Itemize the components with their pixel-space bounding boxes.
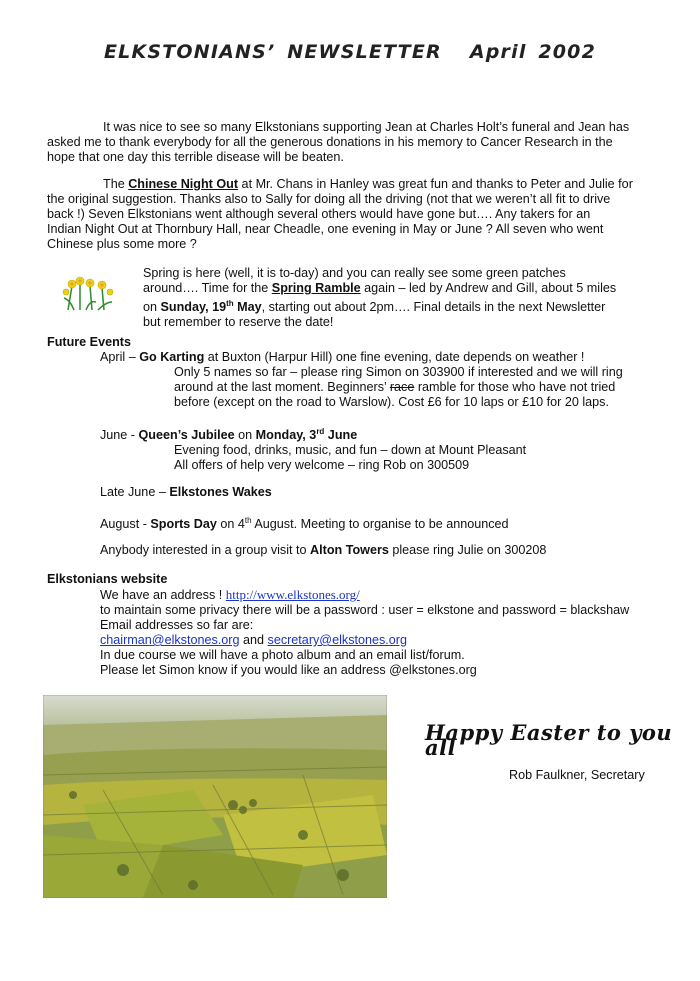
text: please ring Julie on 300208 (388, 543, 547, 557)
text: rd (316, 427, 325, 436)
title-date: April 2002 (469, 41, 597, 63)
text: to maintain some privacy there will be a password : user = elkstone and password = blackshaw (100, 603, 630, 617)
text: on (143, 300, 161, 315)
spring-ramble-heading: Spring Ramble (271, 281, 361, 295)
text: Indian Night Out at Thornbury Hall, near Cheadle, one evening in May or June ? All seven who went (47, 222, 604, 236)
struck-word: race (389, 380, 415, 394)
text: but remember to reserve the date! (143, 315, 334, 330)
website-section (100, 587, 680, 678)
text: around at the last moment. Beginners’ (174, 380, 390, 394)
jubilee-title: Queen’s Jubilee (138, 428, 235, 443)
text: Please let Simon know if you would like an address @elkstones.org (100, 663, 477, 677)
secretary-email-link[interactable]: secretary@elkstones.org (267, 633, 407, 647)
website-heading: Elkstonians website (47, 572, 168, 586)
event-karting (100, 350, 660, 410)
text: , starting out about 2pm…. Final details in the next Newsletter (261, 300, 606, 315)
signature: Rob Faulkner, Secretary (509, 768, 645, 782)
sports-day-title: Sports Day (150, 517, 217, 532)
intro-line: asked me to thank everybody for all the generous donations in his memory to Cancer Research in the (47, 135, 613, 149)
title-text: ELKSTONIANS’ NEWSLETTER (103, 41, 442, 63)
event-jubilee (100, 424, 660, 473)
text: ramble for those who have not tried (414, 380, 616, 394)
landscape-photo (43, 695, 387, 898)
text: and (239, 633, 268, 647)
newsletter-title (0, 41, 700, 63)
text: Only 5 names so far – please ring Simon on 303900 if interested and we will ring (174, 365, 623, 379)
future-events-heading: Future Events (47, 335, 131, 349)
text: August. Meeting to organise to be announced (251, 517, 509, 532)
jubilee-month: June (324, 428, 358, 443)
event-wakes (100, 485, 272, 500)
text: again – led by Andrew and Gill, about 5 miles (360, 281, 617, 295)
chinese-night-out-heading: Chinese Night Out (128, 177, 239, 191)
text: The (103, 177, 129, 191)
text: Email addresses so far are: (100, 618, 254, 632)
jubilee-date: Monday, 3 (255, 428, 317, 443)
intro-line: hope that one day this terrible disease will be beaten. (47, 150, 344, 164)
text: August - (100, 517, 151, 532)
text: on 4 (216, 517, 245, 532)
intro-paragraph (47, 120, 642, 165)
intro-line: It was nice to see so many Elkstonians supporting Jean at Charles Holt’s funeral and Jean has (103, 120, 630, 134)
text: April – (100, 350, 140, 364)
chinese-night-paragraph (47, 177, 642, 252)
text: All offers of help very welcome – ring Rob on 300509 (174, 458, 470, 473)
ramble-date: Sunday, 19 (160, 300, 227, 315)
event-sports-day (100, 513, 509, 532)
text: th (244, 516, 252, 525)
text: at Mr. Chans in Hanley was great fun and thanks to Peter and Julie for (238, 177, 633, 191)
chairman-email-link[interactable]: chairman@elkstones.org (100, 633, 240, 647)
text: We have an address ! (100, 588, 226, 602)
karting-title: Go Karting (139, 350, 205, 364)
text: In due course we will have a photo album and an email list/forum. (100, 648, 465, 662)
text: Chinese plus some more ? (47, 237, 197, 251)
text: at Buxton (Harpur Hill) one fine evening, date depends on weather ! (204, 350, 585, 364)
text: Spring is here (well, it is to-day) and you can really see some green patches (143, 266, 566, 280)
ramble-month: May (233, 300, 262, 315)
easter-greeting: Happy Easter to you all (425, 720, 673, 760)
text: around…. Time for the (143, 281, 272, 295)
alton-towers-title: Alton Towers (310, 543, 389, 557)
text: th (226, 299, 234, 308)
text: on (234, 428, 256, 443)
text: Evening food, drinks, music, and fun – down at Mount Pleasant (174, 443, 527, 458)
event-alton-towers (100, 543, 546, 558)
wakes-title: Elkstones Wakes (169, 485, 272, 499)
text: June - (100, 428, 139, 443)
text: Late June – (100, 485, 170, 499)
text: before (except on the road to Warslow). Cost £6 for 10 laps or £10 for 20 laps. (174, 395, 609, 409)
daffodil-icon (60, 272, 116, 312)
text: back !) Seven Elkstonians went although several others would have gone but…. Any takers for an (47, 207, 591, 221)
text: Anybody interested in a group visit to (100, 543, 311, 557)
spring-paragraph (143, 266, 663, 330)
text: the original suggestion. Thanks also to Sally for doing all the driving (not that we weren’t all fit to drive (47, 192, 611, 206)
website-link[interactable]: http://www.elkstones.org/ (225, 587, 360, 602)
